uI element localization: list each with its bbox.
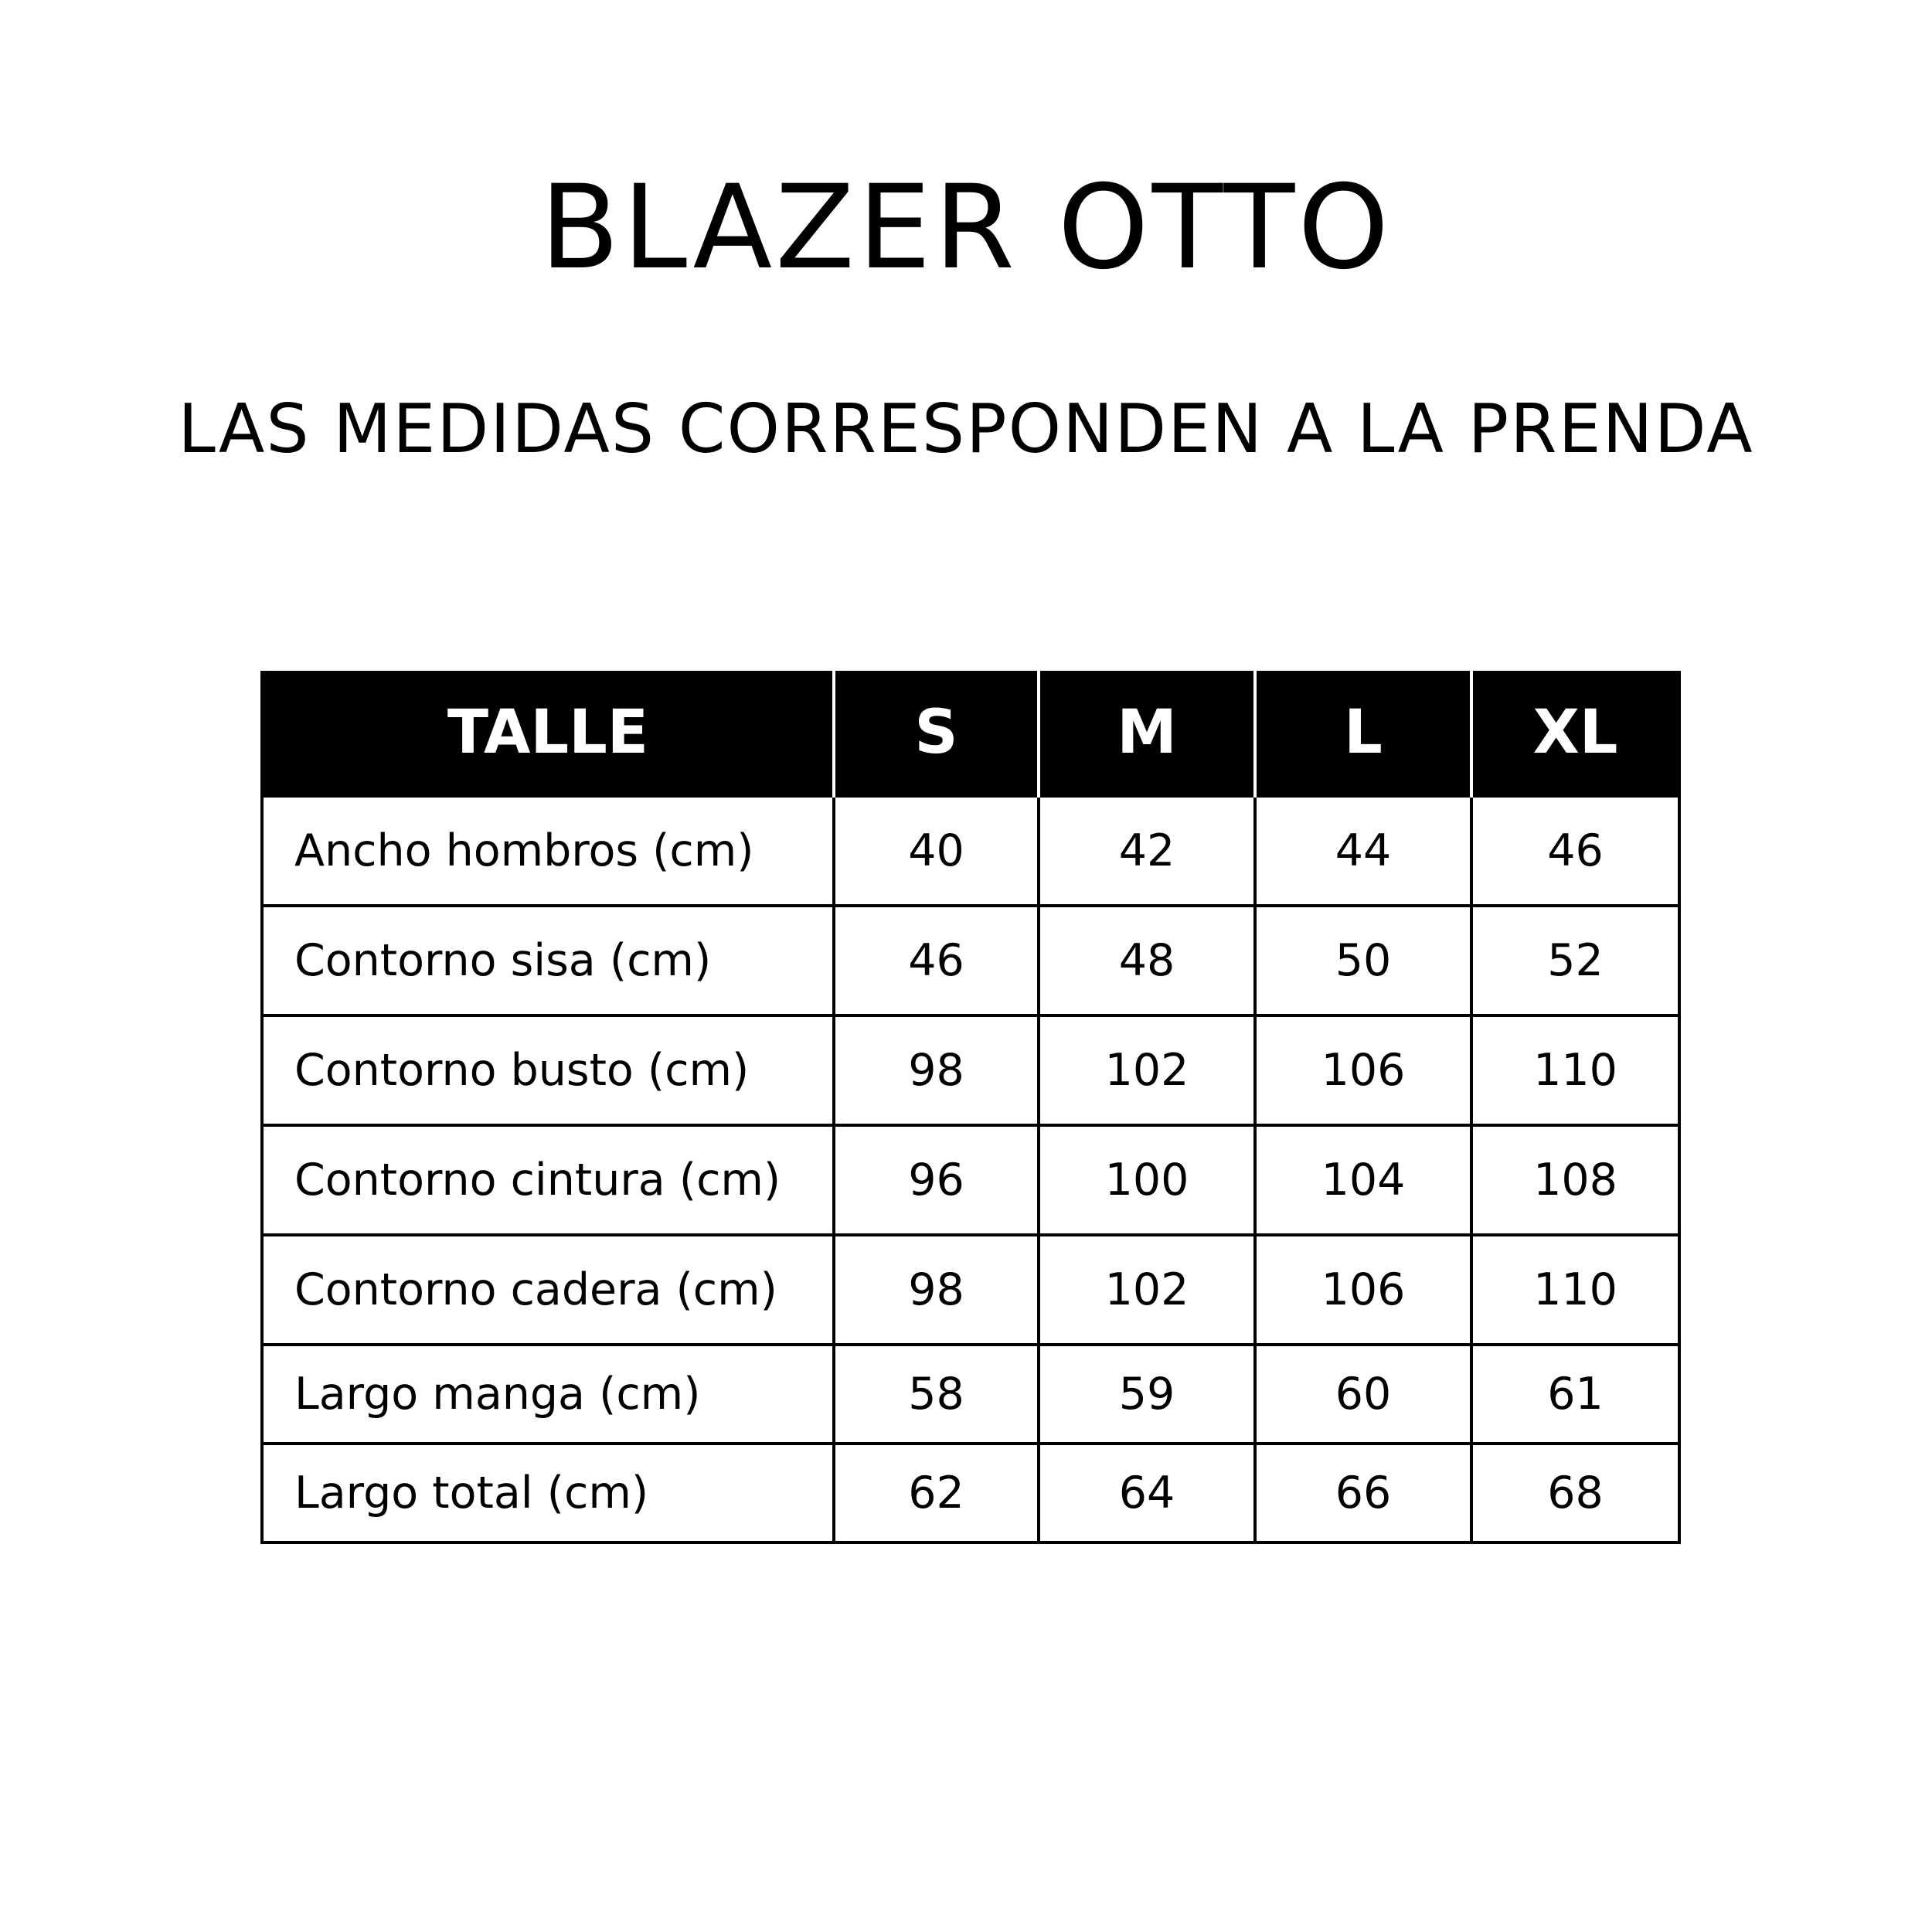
table-row	[262, 1015, 1679, 1125]
column-header-l: L	[1255, 671, 1471, 796]
table-cell: 64	[1039, 1444, 1255, 1543]
table-cell: 102	[1039, 1015, 1255, 1125]
table-cell: 44	[1255, 796, 1471, 906]
table-row	[262, 1125, 1679, 1235]
table-cell: 40	[834, 796, 1039, 906]
table-cell: 96	[834, 1125, 1039, 1235]
row-label: Largo total (cm)	[262, 1444, 834, 1543]
size-chart-body	[262, 796, 1679, 1543]
table-cell: 46	[1471, 796, 1679, 906]
table-cell: 106	[1255, 1015, 1471, 1125]
table-row	[262, 796, 1679, 906]
table-cell: 46	[834, 906, 1039, 1015]
table-cell: 102	[1039, 1235, 1255, 1345]
table-cell: 60	[1255, 1345, 1471, 1444]
table-row	[262, 1444, 1679, 1543]
column-header-s: S	[834, 671, 1039, 796]
table-cell: 52	[1471, 906, 1679, 1015]
header-row	[262, 671, 1679, 796]
table-cell: 106	[1255, 1235, 1471, 1345]
table-cell: 48	[1039, 906, 1255, 1015]
page-title: BLAZER OTTO	[539, 161, 1393, 295]
column-header-talle: TALLE	[262, 671, 834, 796]
row-label: Largo manga (cm)	[262, 1345, 834, 1444]
size-chart-header	[262, 671, 1679, 796]
table-row	[262, 1345, 1679, 1444]
table-cell: 110	[1471, 1235, 1679, 1345]
table-cell: 50	[1255, 906, 1471, 1015]
column-header-m: M	[1039, 671, 1255, 796]
table-cell: 98	[834, 1015, 1039, 1125]
table-cell: 110	[1471, 1015, 1679, 1125]
table-cell: 42	[1039, 796, 1255, 906]
table-cell: 62	[834, 1444, 1039, 1543]
column-header-xl: XL	[1471, 671, 1679, 796]
table-cell: 98	[834, 1235, 1039, 1345]
table-cell: 100	[1039, 1125, 1255, 1235]
table-cell: 59	[1039, 1345, 1255, 1444]
row-label: Contorno sisa (cm)	[262, 906, 834, 1015]
table-cell: 58	[834, 1345, 1039, 1444]
table-cell: 108	[1471, 1125, 1679, 1235]
size-chart-table	[260, 671, 1681, 1544]
row-label: Contorno cintura (cm)	[262, 1125, 834, 1235]
table-cell: 61	[1471, 1345, 1679, 1444]
table-cell: 68	[1471, 1444, 1679, 1543]
row-label: Contorno busto (cm)	[262, 1015, 834, 1125]
table-cell: 66	[1255, 1444, 1471, 1543]
table-row	[262, 1235, 1679, 1345]
table-row	[262, 906, 1679, 1015]
row-label: Ancho hombros (cm)	[262, 796, 834, 906]
row-label: Contorno cadera (cm)	[262, 1235, 834, 1345]
table-cell: 104	[1255, 1125, 1471, 1235]
page-subtitle: LAS MEDIDAS CORRESPONDEN A LA PRENDA	[178, 389, 1754, 468]
